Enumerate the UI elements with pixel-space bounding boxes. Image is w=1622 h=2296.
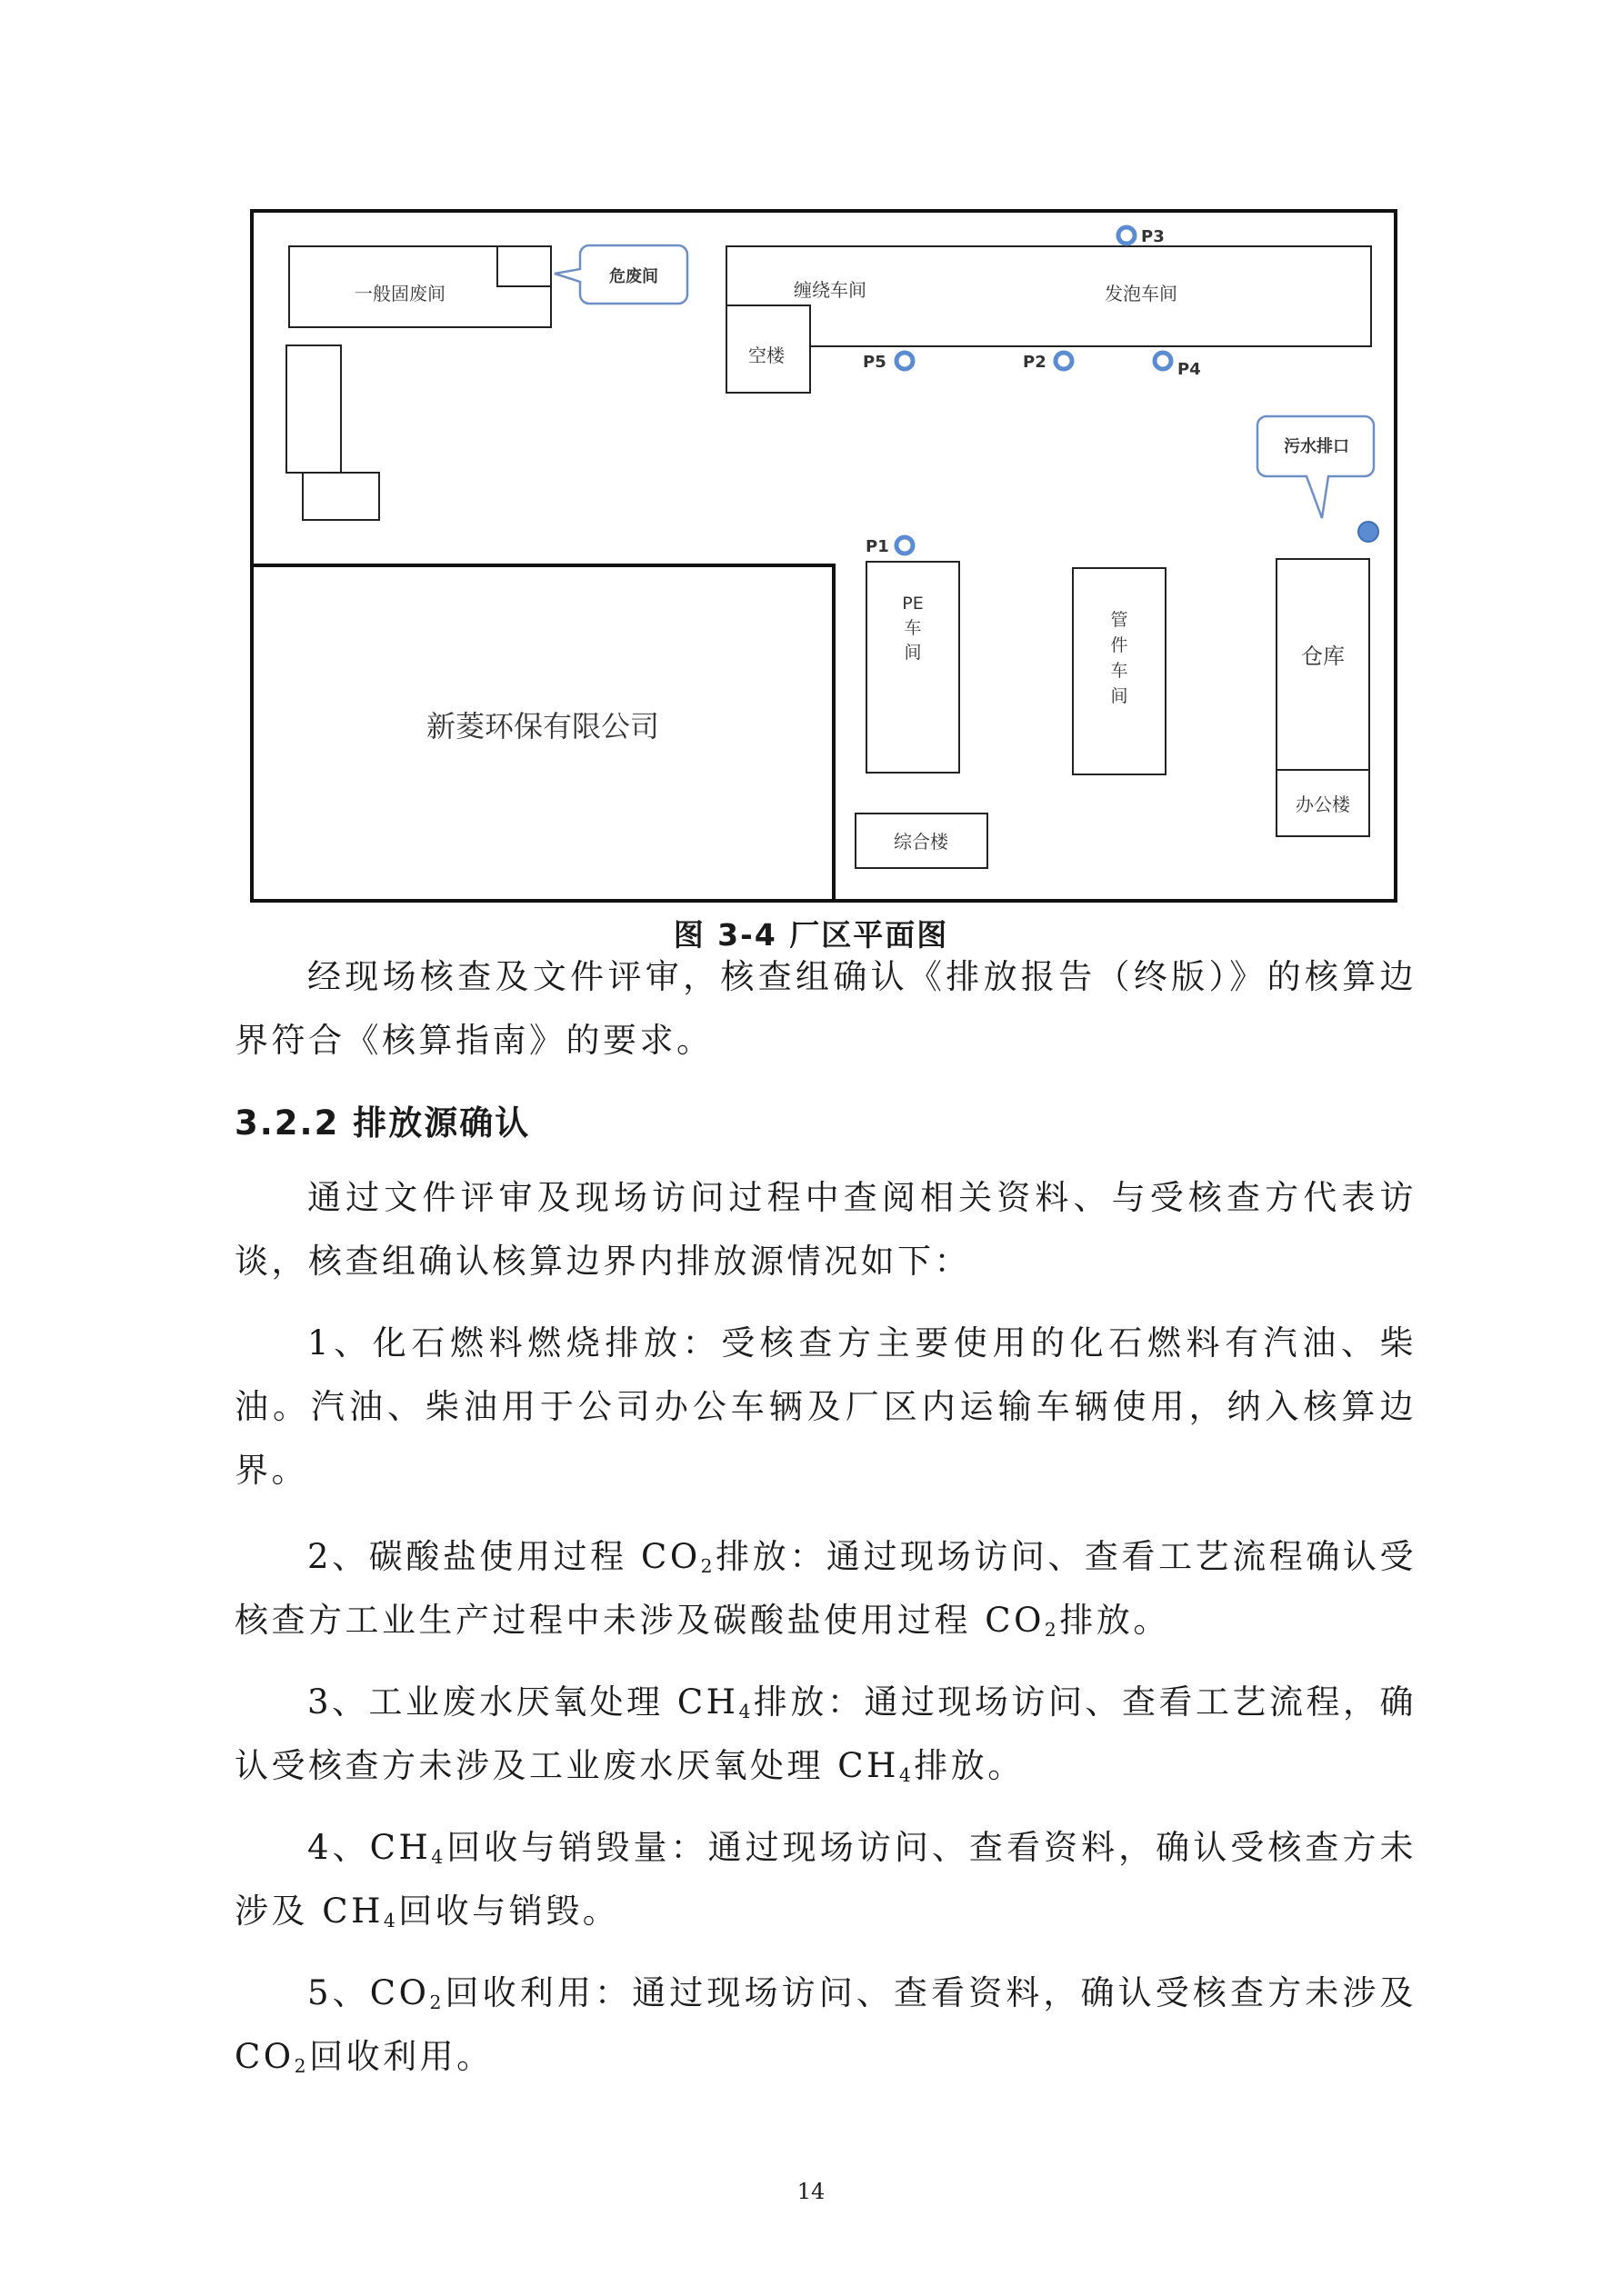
list-item-1: 1、化石燃料燃烧排放：受核查方主要使用的化石燃料有汽油、柴油。汽油、柴油用于公司办公车辆及厂区内运输车辆使用，纳入核算边界。: [235, 1323, 1417, 1490]
point-p5-marker: [896, 353, 913, 369]
list-item-3: 3、工业废水厌氧处理 $CH_4$排放：通过现场访问、查看工艺流程，确认受核查方未涉及工业废水厌氧处理 $CH_4$排放。: [235, 1682, 1417, 1787]
paragraph-intro: 通过文件评审及现场访问过程中查阅相关资料、与受核查方代表访谈，核查组确认核算边界内排放源情况如下：: [235, 1178, 1417, 1281]
company-label: 新菱环保有限公司: [426, 709, 660, 744]
paragraph-boundary: 经现场核查及文件评审，核查组确认《排放报告（终版）》的核算边界符合《核算指南》的要求。: [235, 957, 1417, 1060]
office-label: 办公楼: [1296, 794, 1350, 815]
pipe-label-4: 间: [1110, 686, 1128, 706]
pe-label-2: 车: [904, 618, 922, 638]
left-block-2: [303, 473, 379, 520]
point-p2-label: P2: [1023, 353, 1046, 372]
pipe-label-2: 件: [1110, 635, 1128, 655]
sewage-callout: [1257, 416, 1374, 518]
point-p2-marker: [1056, 353, 1072, 369]
foaming-label: 发泡车间: [1105, 283, 1177, 304]
left-block-1: [286, 345, 341, 473]
site-boundary: [252, 211, 1396, 901]
warehouse-label: 仓库: [1301, 644, 1345, 669]
list-item-4: 4、$CH_4$回收与销毁量：通过现场访问、查看资料，确认受核查方未涉及 $CH_4$回收与销毁。: [235, 1828, 1417, 1932]
list-item-2: 2、碳酸盐使用过程 $CO_2$排放：通过现场访问、查看工艺流程确认受核查方工业生产过程中未涉及碳酸盐使用过程 $CO_2$排放。: [235, 1537, 1417, 1642]
complex-label: 综合楼: [894, 831, 948, 853]
list-item-5: 5、$CO_2$回收利用：通过现场访问、查看资料，确认受核查方未涉及 $CO_2$回收利用。: [235, 1973, 1417, 2078]
pipe-label-1: 管: [1110, 610, 1128, 630]
point-p3-marker: [1118, 227, 1135, 244]
winding-label: 缠绕车间: [794, 279, 866, 301]
page-number: 14: [796, 2179, 826, 2204]
hazardous-label: 危废间: [609, 267, 658, 286]
plant-layout-figure: [250, 209, 1397, 903]
plant-layout-diagram: [250, 209, 1397, 903]
pe-label-3: 间: [904, 643, 922, 663]
point-p4-marker: [1155, 353, 1171, 369]
point-p1-label: P1: [866, 537, 889, 556]
empty-building-label: 空楼: [748, 344, 785, 366]
point-p1-marker: [896, 537, 913, 554]
pe-label-1: PE: [902, 594, 924, 614]
sewage-outlet-marker: [1358, 522, 1378, 542]
hazardous-waste-room: [497, 246, 551, 286]
point-p3-label: P3: [1141, 227, 1165, 246]
point-p4-label: P4: [1177, 360, 1201, 379]
point-p5-label: P5: [863, 353, 886, 372]
sewage-label: 污水排口: [1284, 437, 1349, 456]
general-waste-label: 一般固废间: [355, 283, 446, 304]
section-heading: 3.2.2 排放源确认: [235, 1103, 531, 1143]
figure-caption: 图 3-4 厂区平面图: [673, 917, 949, 953]
pipe-label-3: 车: [1110, 661, 1128, 681]
